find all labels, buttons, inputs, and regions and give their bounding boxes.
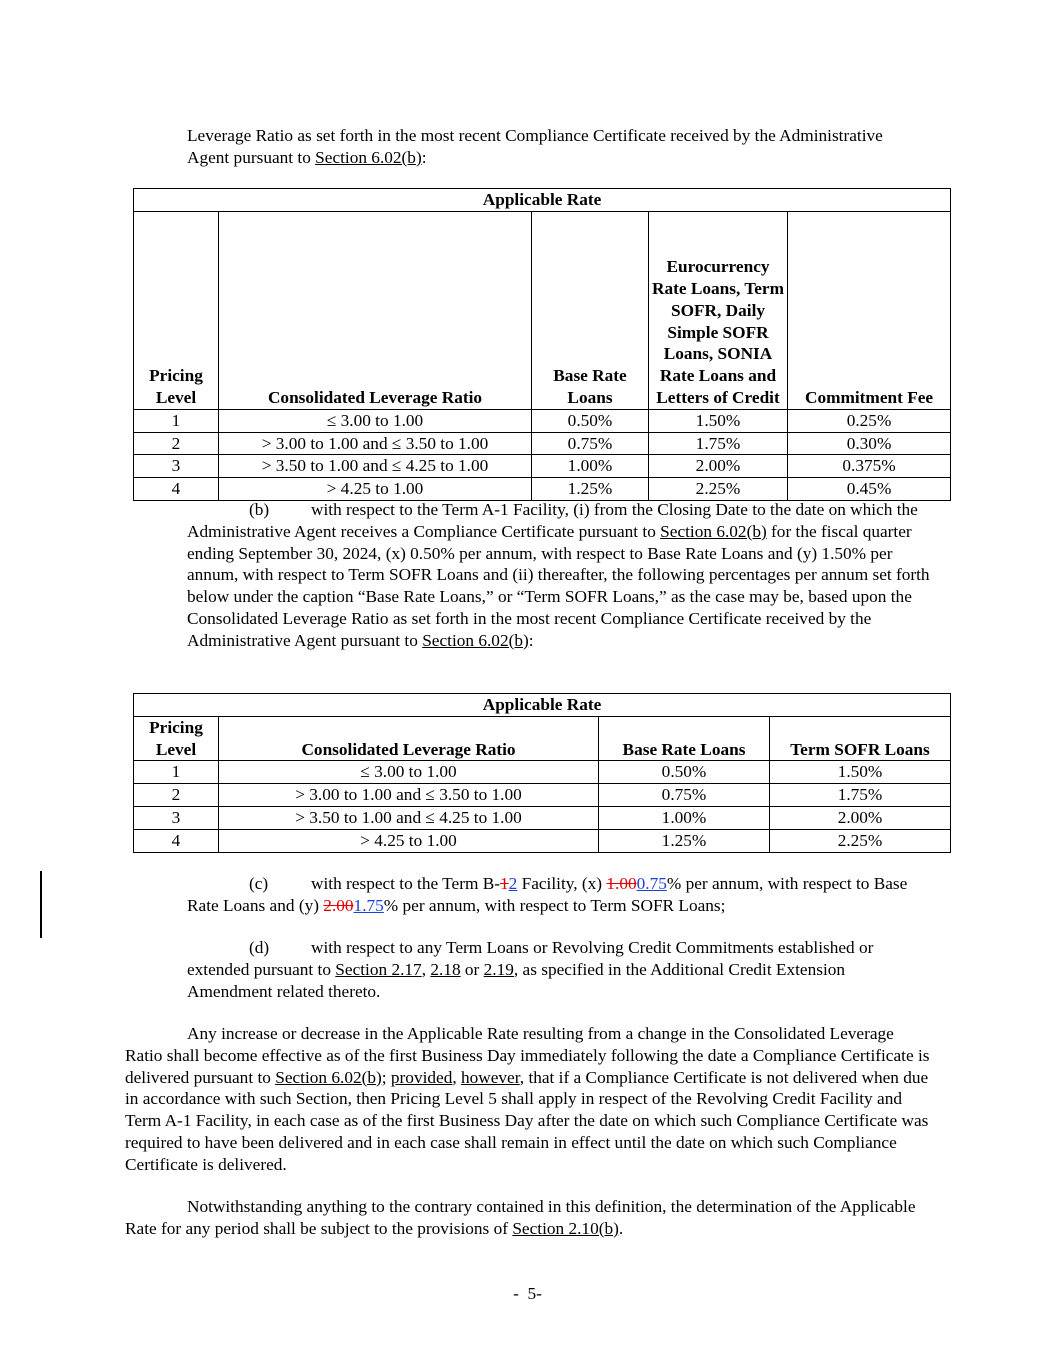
table-cell: > 4.25 to 1.00 (219, 478, 532, 501)
table-row (134, 784, 951, 807)
paragraph-b: (b) with respect to the Term A-1 Facility, (i) from the Closing Date to the date on which the Administrative Agent receives a Compliance Certificate pursuant to Section 6.02(b) for the fiscal quarter ending September 30, 2024, (x) 0.50% per annum, with respect to Base Rate Loans and (y) 1.50% per annum, with respect to Term SOFR Loans and (ii) thereafter, the following percentages per annum set forth below under the caption “Base Rate Loans,” or “Term SOFR Loans,” as the case may be, based upon the Consolidated Leverage Ratio as set forth in the most recent Compliance Certificate received by the Administrative Agent pursuant to Section 6.02(b): (187, 500, 930, 650)
col-header-base-rate: Base Rate Loans (599, 716, 770, 761)
paragraph-c: (c) with respect to the Term B-12 Facility, (x) 1.000.75% per annum, with respect to Base Rate Loans and (y) 2.001.75% per annum, with respect to Term SOFR Loans; (187, 874, 908, 915)
table-cell: 0.75% (532, 432, 649, 455)
col-header-base-rate: Base Rate Loans (532, 211, 649, 409)
section-link[interactable]: Section 6.02(b) (315, 147, 422, 167)
paragraph-label: (d) (249, 938, 270, 957)
table-cell: 2.25% (770, 829, 951, 852)
section-link[interactable]: 2.18 (430, 959, 461, 979)
section-link[interactable]: 2.19 (483, 959, 514, 979)
table-row (134, 478, 951, 501)
intro-paragraph: Leverage Ratio as set forth in the most recent Compliance Certificate received by the Administrative Agent pursuant to Section 6.02(b): (187, 126, 883, 167)
table-cell: 2 (134, 784, 219, 807)
inserted-text: 1.75 (353, 895, 384, 915)
col-header-pricing-level: Pricing Level (134, 716, 219, 761)
table-cell: 0.375% (788, 455, 951, 478)
table-cell: 3 (134, 806, 219, 829)
table-row (134, 761, 951, 784)
col-header-leverage-ratio: Consolidated Leverage Ratio (219, 716, 599, 761)
table-cell: > 3.50 to 1.00 and ≤ 4.25 to 1.00 (219, 806, 599, 829)
table-cell: 1.25% (532, 478, 649, 501)
emphasis-provided: provided (390, 1067, 453, 1087)
paragraph-label: (c) (249, 874, 269, 893)
table-title: Applicable Rate (134, 694, 951, 717)
deleted-text: 1 (500, 874, 509, 893)
table-row (134, 455, 951, 478)
table-cell: 0.50% (532, 409, 649, 432)
table-cell: 1.75% (649, 432, 788, 455)
table-cell: 1.75% (770, 784, 951, 807)
table-cell: 1.50% (649, 409, 788, 432)
table-cell: 2 (134, 432, 219, 455)
table-cell: 3 (134, 455, 219, 478)
col-header-term-sofr: Term SOFR Loans (770, 716, 951, 761)
table-cell: 1 (134, 761, 219, 784)
col-header-commitment-fee: Commitment Fee (788, 211, 951, 409)
deleted-text: 2.00 (323, 895, 354, 915)
col-header-eurocurrency: Eurocurrency Rate Loans, Term SOFR, Daily Simple SOFR Loans, SONIA Rate Loans and Letters of Credit (649, 211, 788, 409)
table-cell: 1.00% (532, 455, 649, 478)
table-cell: > 3.00 to 1.00 and ≤ 3.50 to 1.00 (219, 432, 532, 455)
table-cell: 2.25% (649, 478, 788, 501)
emphasis-however: however (460, 1067, 520, 1087)
table-cell: ≤ 3.00 to 1.00 (219, 761, 599, 784)
section-link[interactable]: Section 6.02(b) (422, 630, 529, 650)
section-link[interactable]: Section 6.02(b) (660, 521, 767, 541)
page-number: - 5- (513, 1284, 542, 1303)
table-cell: > 3.50 to 1.00 and ≤ 4.25 to 1.00 (219, 455, 532, 478)
section-link[interactable]: Section 2.17 (335, 959, 422, 979)
table-cell: > 3.00 to 1.00 and ≤ 3.50 to 1.00 (219, 784, 599, 807)
table-cell: ≤ 3.00 to 1.00 (219, 409, 532, 432)
col-header-pricing-level: Pricing Level (134, 211, 219, 409)
table-cell: 0.50% (599, 761, 770, 784)
paragraph-d: (d) with respect to any Term Loans or Revolving Credit Commitments established or extended pursuant to Section 2.17, 2.18 or 2.19, as specified in the Additional Credit Extension Amendment related thereto. (187, 938, 874, 1001)
table-row (134, 409, 951, 432)
section-link[interactable]: Section 2.10(b) (512, 1218, 619, 1238)
table-title: Applicable Rate (134, 189, 951, 212)
table-cell: 1.25% (599, 829, 770, 852)
table-cell: 4 (134, 478, 219, 501)
table-cell: 2.00% (770, 806, 951, 829)
table-cell: 1.00% (599, 806, 770, 829)
paragraph-label: (b) (249, 500, 270, 519)
table-cell: 0.75% (599, 784, 770, 807)
applicable-rate-table-2 (133, 693, 951, 853)
table-cell: > 4.25 to 1.00 (219, 829, 599, 852)
inserted-text: 2 (508, 874, 518, 893)
deleted-text: 1.00 (606, 874, 637, 893)
table-cell: 0.45% (788, 478, 951, 501)
paragraph-notwithstanding: Notwithstanding anything to the contrary contained in this definition, the determination of the Applicable Rate for any period shall be subject to the provisions of Section 2.10(b). (125, 1197, 916, 1238)
section-link[interactable]: Section 6.02(b) (275, 1067, 382, 1087)
revision-change-bar (40, 871, 42, 938)
table-cell: 0.30% (788, 432, 951, 455)
table-cell: 2.00% (649, 455, 788, 478)
table-row (134, 432, 951, 455)
col-header-leverage-ratio: Consolidated Leverage Ratio (219, 211, 532, 409)
applicable-rate-table-1 (133, 188, 951, 501)
table-cell: 1 (134, 409, 219, 432)
paragraph-rate-change: Any increase or decrease in the Applicable Rate resulting from a change in the Consolidated Leverage Ratio shall become effective as of the first Business Day immediately following the date a Compliance Certificate is delivered pursuant to Section 6.02(b); provided, however, that if a Compliance Certificate is not delivered when due in accordance with such Section, then Pricing Level 5 shall apply in respect of the Revolving Credit Facility and Term A-1 Facility, in each case as of the first Business Day after the date on which such Compliance Certificate was required to have been delivered and in each case shall remain in effect until the date on which such Compliance Certificate is delivered. (125, 1024, 930, 1174)
table-row (134, 829, 951, 852)
inserted-text: 0.75 (636, 874, 667, 893)
table-cell: 1.50% (770, 761, 951, 784)
table-row (134, 806, 951, 829)
table-cell: 0.25% (788, 409, 951, 432)
table-cell: 4 (134, 829, 219, 852)
